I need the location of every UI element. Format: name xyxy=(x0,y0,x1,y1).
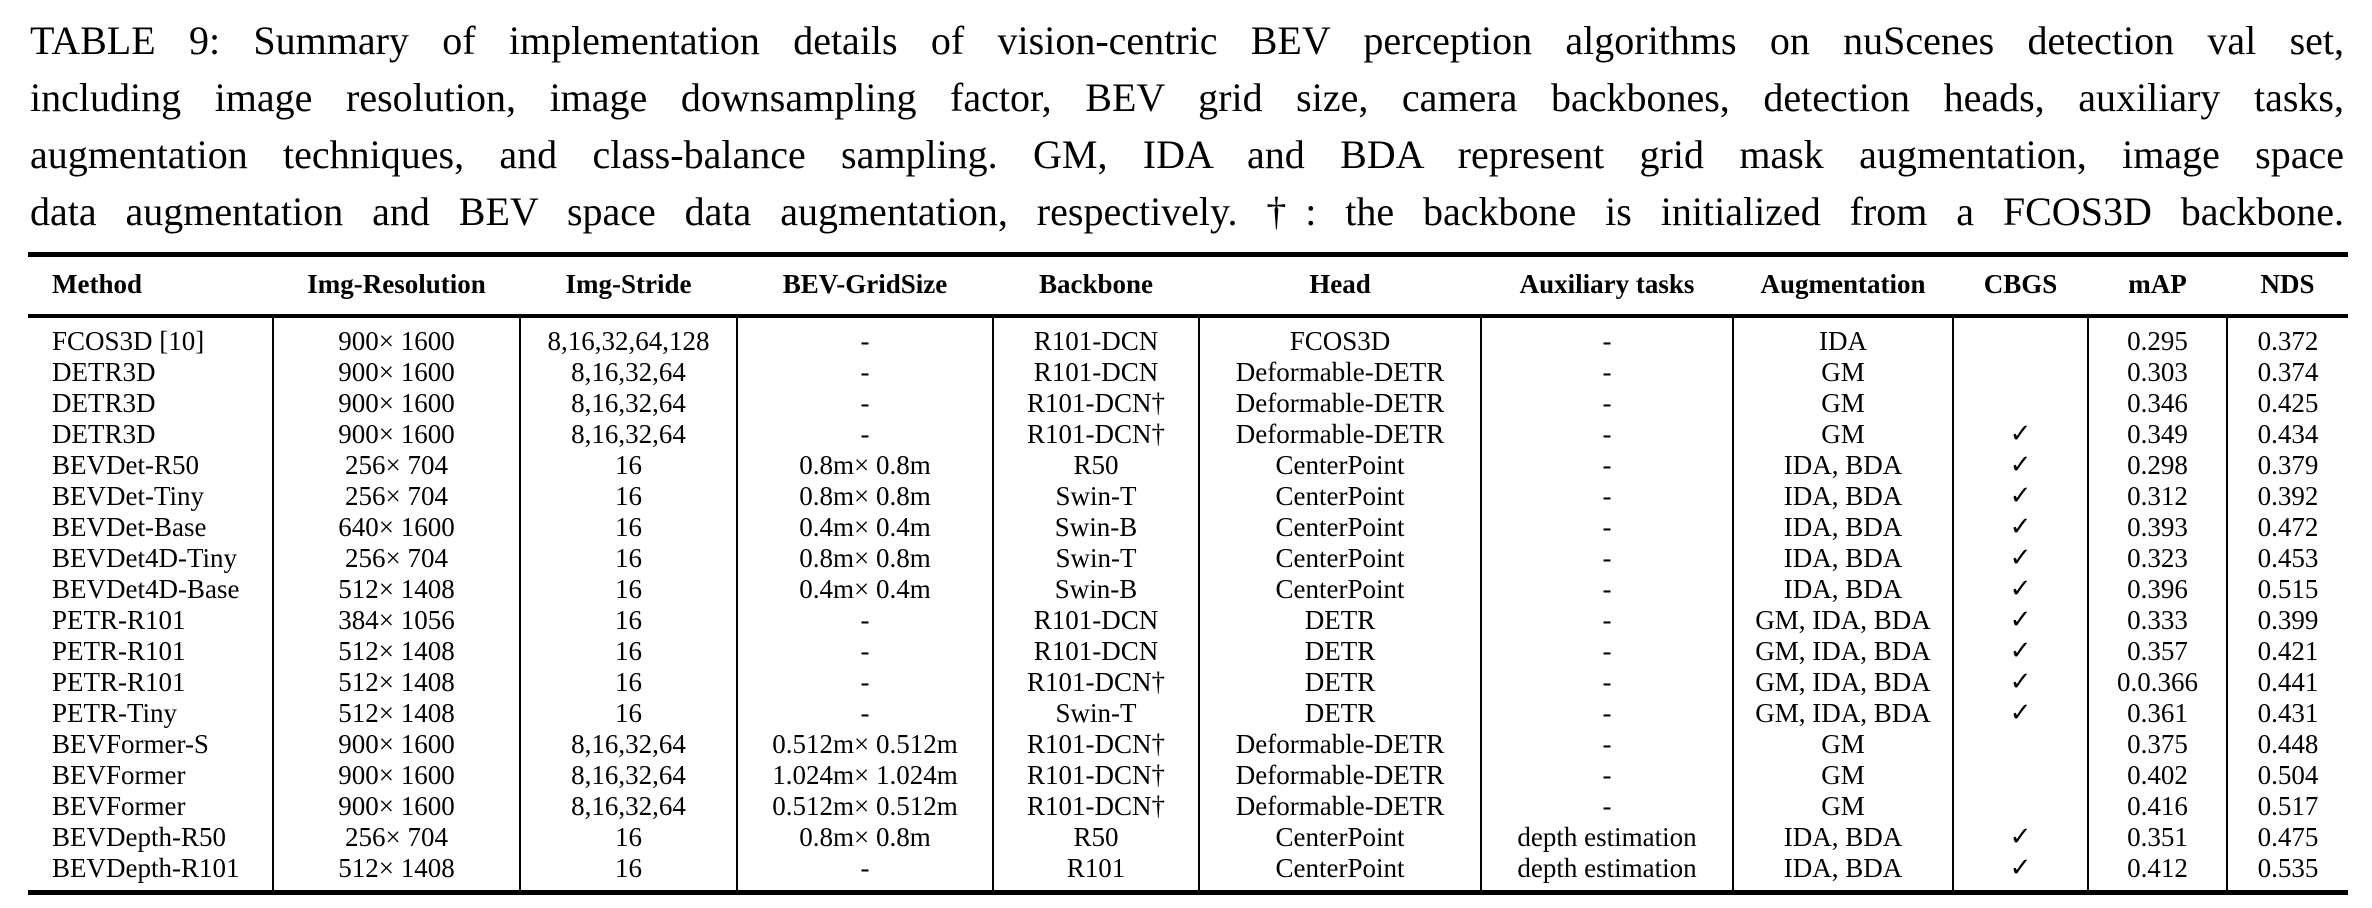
cell-nds: 0.379 xyxy=(2227,450,2348,481)
cell-method: BEVFormer xyxy=(52,760,186,790)
cell-nds: 0.434 xyxy=(2227,419,2348,450)
cell-img-stride: 16 xyxy=(520,543,737,574)
cell-augmentation: GM xyxy=(1733,388,1953,419)
cell-img-resolution: 512× 1408 xyxy=(273,636,520,667)
column-header-method: Method xyxy=(28,255,273,317)
cell-head: CenterPoint xyxy=(1199,450,1481,481)
cell-img-stride: 16 xyxy=(520,512,737,543)
cell-augmentation: GM xyxy=(1733,419,1953,450)
cell-nds: 0.425 xyxy=(2227,388,2348,419)
cell-head: CenterPoint xyxy=(1199,574,1481,605)
cell-img-resolution: 640× 1600 xyxy=(273,512,520,543)
cell-backbone: R101-DCN xyxy=(993,357,1199,388)
cell-nds: 0.453 xyxy=(2227,543,2348,574)
cell-map: 0.312 xyxy=(2088,481,2227,512)
cell-head: Deformable-DETR xyxy=(1199,760,1481,791)
cell-cbgs xyxy=(1953,316,2088,357)
cell-head: Deformable-DETR xyxy=(1199,388,1481,419)
cell-augmentation: GM xyxy=(1733,729,1953,760)
cell-nds: 0.421 xyxy=(2227,636,2348,667)
column-header-cbgs: CBGS xyxy=(1953,255,2088,317)
column-header-img-stride: Img-Stride xyxy=(520,255,737,317)
cell-augmentation: IDA, BDA xyxy=(1733,574,1953,605)
cell-nds: 0.431 xyxy=(2227,698,2348,729)
caption-line-2: including image resolution, image downsampling factor, BEV grid size, camera backbones, detection heads, auxiliary tasks, xyxy=(30,75,2344,120)
cell-augmentation: GM, IDA, BDA xyxy=(1733,667,1953,698)
cell-method: PETR-R101 xyxy=(52,667,186,697)
cell-head: DETR xyxy=(1199,636,1481,667)
column-header-auxiliary-tasks: Auxiliary tasks xyxy=(1481,255,1733,317)
cell-nds: 0.399 xyxy=(2227,605,2348,636)
cell-backbone: R101-DCN† xyxy=(993,729,1199,760)
cell-backbone: R101-DCN xyxy=(993,605,1199,636)
cell-head: DETR xyxy=(1199,605,1481,636)
cell-nds: 0.517 xyxy=(2227,791,2348,822)
cell-method: BEVFormer-S xyxy=(52,729,209,759)
cell-augmentation: IDA, BDA xyxy=(1733,853,1953,893)
cell-map: 0.295 xyxy=(2088,316,2227,357)
cell-img-stride: 8,16,32,64 xyxy=(520,388,737,419)
cell-bev-gridsize: - xyxy=(737,357,993,388)
cell-augmentation: IDA, BDA xyxy=(1733,512,1953,543)
cell-auxiliary-tasks: depth estimation xyxy=(1481,822,1733,853)
table-row xyxy=(28,357,2348,388)
cell-auxiliary-tasks: - xyxy=(1481,698,1733,729)
cell-img-stride: 16 xyxy=(520,450,737,481)
cell-cbgs xyxy=(1953,729,2088,760)
table-row xyxy=(28,316,2348,357)
cell-augmentation: GM xyxy=(1733,357,1953,388)
cell-head: Deformable-DETR xyxy=(1199,791,1481,822)
cell-bev-gridsize: 0.8m× 0.8m xyxy=(737,481,993,512)
table-row xyxy=(28,729,2348,760)
cell-auxiliary-tasks: - xyxy=(1481,574,1733,605)
cell-img-resolution: 900× 1600 xyxy=(273,388,520,419)
cell-method: PETR-Tiny xyxy=(52,698,178,728)
cell-head: CenterPoint xyxy=(1199,853,1481,893)
cell-img-resolution: 256× 704 xyxy=(273,481,520,512)
cell-bev-gridsize: - xyxy=(737,698,993,729)
cell-img-resolution: 256× 704 xyxy=(273,543,520,574)
cell-backbone: Swin-B xyxy=(993,512,1199,543)
cell-map: 0.351 xyxy=(2088,822,2227,853)
cell-head: CenterPoint xyxy=(1199,512,1481,543)
cell-img-stride: 16 xyxy=(520,853,737,893)
cell-img-resolution: 256× 704 xyxy=(273,822,520,853)
cell-head: Deformable-DETR xyxy=(1199,729,1481,760)
cell-img-resolution: 900× 1600 xyxy=(273,791,520,822)
checkmark-icon: ✓ xyxy=(1953,512,2088,543)
cell-method: PETR-R101 xyxy=(52,605,186,635)
table-row xyxy=(28,388,2348,419)
cell-bev-gridsize: 0.8m× 0.8m xyxy=(737,450,993,481)
table-row xyxy=(28,667,2348,698)
checkmark-icon: ✓ xyxy=(1953,543,2088,574)
cell-auxiliary-tasks: - xyxy=(1481,605,1733,636)
cell-backbone: Swin-T xyxy=(993,698,1199,729)
cell-nds: 0.372 xyxy=(2227,316,2348,357)
cell-img-stride: 8,16,32,64 xyxy=(520,357,737,388)
cell-bev-gridsize: 0.512m× 0.512m xyxy=(737,729,993,760)
table-caption xyxy=(30,12,2344,240)
cell-img-resolution: 900× 1600 xyxy=(273,316,520,357)
column-header-bev-gridsize: BEV-GridSize xyxy=(737,255,993,317)
table-row xyxy=(28,574,2348,605)
cell-augmentation: GM xyxy=(1733,760,1953,791)
cell-head: Deformable-DETR xyxy=(1199,419,1481,450)
cell-map: 0.303 xyxy=(2088,357,2227,388)
cell-img-resolution: 900× 1600 xyxy=(273,760,520,791)
table-row xyxy=(28,419,2348,450)
cell-augmentation: IDA, BDA xyxy=(1733,481,1953,512)
table-row xyxy=(28,698,2348,729)
cell-img-stride: 8,16,32,64,128 xyxy=(520,316,737,357)
cell-cbgs xyxy=(1953,357,2088,388)
cell-img-stride: 16 xyxy=(520,636,737,667)
cell-augmentation: GM xyxy=(1733,791,1953,822)
cell-cbgs xyxy=(1953,760,2088,791)
cell-img-resolution: 384× 1056 xyxy=(273,605,520,636)
table-row xyxy=(28,605,2348,636)
cell-nds: 0.374 xyxy=(2227,357,2348,388)
cell-bev-gridsize: - xyxy=(737,316,993,357)
cell-map: 0.357 xyxy=(2088,636,2227,667)
cell-backbone: R101 xyxy=(993,853,1199,893)
cell-bev-gridsize: - xyxy=(737,388,993,419)
cell-augmentation: IDA, BDA xyxy=(1733,450,1953,481)
table-row xyxy=(28,853,2348,893)
column-header-map: mAP xyxy=(2088,255,2227,317)
table-row xyxy=(28,636,2348,667)
cell-img-resolution: 512× 1408 xyxy=(273,574,520,605)
cell-method: FCOS3D [10] xyxy=(52,326,205,356)
caption-line-4: data augmentation and BEV space data augmentation, respectively. †: the backbone is initialized from a FCOS3D backbone. xyxy=(30,189,2344,234)
cell-map: 0.0.366 xyxy=(2088,667,2227,698)
cell-method: BEVDet4D-Base xyxy=(52,574,240,604)
checkmark-icon: ✓ xyxy=(1953,636,2088,667)
column-header-backbone: Backbone xyxy=(993,255,1199,317)
cell-auxiliary-tasks: - xyxy=(1481,729,1733,760)
checkmark-icon: ✓ xyxy=(1953,698,2088,729)
checkmark-icon: ✓ xyxy=(1953,481,2088,512)
cell-bev-gridsize: - xyxy=(737,636,993,667)
cell-method: BEVDepth-R101 xyxy=(52,853,240,883)
cell-method: BEVDet-R50 xyxy=(52,450,199,480)
cell-img-resolution: 512× 1408 xyxy=(273,698,520,729)
cell-auxiliary-tasks: - xyxy=(1481,481,1733,512)
checkmark-icon: ✓ xyxy=(1953,450,2088,481)
cell-head: CenterPoint xyxy=(1199,481,1481,512)
checkmark-icon: ✓ xyxy=(1953,667,2088,698)
cell-img-resolution: 900× 1600 xyxy=(273,357,520,388)
cell-auxiliary-tasks: depth estimation xyxy=(1481,853,1733,893)
cell-bev-gridsize: 0.4m× 0.4m xyxy=(737,574,993,605)
cell-augmentation: IDA, BDA xyxy=(1733,543,1953,574)
table-row xyxy=(28,512,2348,543)
cell-map: 0.393 xyxy=(2088,512,2227,543)
cell-map: 0.412 xyxy=(2088,853,2227,893)
cell-nds: 0.535 xyxy=(2227,853,2348,893)
cell-backbone: R101-DCN† xyxy=(993,419,1199,450)
cell-map: 0.361 xyxy=(2088,698,2227,729)
cell-nds: 0.504 xyxy=(2227,760,2348,791)
cell-img-stride: 16 xyxy=(520,481,737,512)
cell-bev-gridsize: 0.8m× 0.8m xyxy=(737,543,993,574)
cell-cbgs xyxy=(1953,791,2088,822)
cell-map: 0.375 xyxy=(2088,729,2227,760)
cell-nds: 0.515 xyxy=(2227,574,2348,605)
cell-cbgs xyxy=(1953,388,2088,419)
cell-bev-gridsize: - xyxy=(737,419,993,450)
cell-map: 0.402 xyxy=(2088,760,2227,791)
cell-method: BEVDet-Tiny xyxy=(52,481,205,511)
cell-augmentation: GM, IDA, BDA xyxy=(1733,698,1953,729)
caption-line-1: TABLE 9: Summary of implementation details of vision-centric BEV perception algorithms on nuScenes detection val set, xyxy=(30,18,2344,63)
cell-method: BEVDet-Base xyxy=(52,512,207,542)
cell-nds: 0.475 xyxy=(2227,822,2348,853)
cell-img-resolution: 900× 1600 xyxy=(273,419,520,450)
cell-backbone: R101-DCN xyxy=(993,636,1199,667)
implementation-details-table xyxy=(28,252,2348,895)
cell-img-stride: 16 xyxy=(520,822,737,853)
cell-auxiliary-tasks: - xyxy=(1481,450,1733,481)
cell-head: CenterPoint xyxy=(1199,543,1481,574)
cell-auxiliary-tasks: - xyxy=(1481,388,1733,419)
cell-method: PETR-R101 xyxy=(52,636,186,666)
checkmark-icon: ✓ xyxy=(1953,822,2088,853)
table-row xyxy=(28,822,2348,853)
cell-map: 0.298 xyxy=(2088,450,2227,481)
cell-auxiliary-tasks: - xyxy=(1481,667,1733,698)
cell-backbone: R101-DCN† xyxy=(993,760,1199,791)
cell-method: BEVDet4D-Tiny xyxy=(52,543,238,573)
cell-img-stride: 16 xyxy=(520,667,737,698)
cell-backbone: R101-DCN† xyxy=(993,388,1199,419)
cell-bev-gridsize: - xyxy=(737,667,993,698)
cell-head: CenterPoint xyxy=(1199,822,1481,853)
checkmark-icon: ✓ xyxy=(1953,853,2088,893)
cell-backbone: R101-DCN† xyxy=(993,791,1199,822)
checkmark-icon: ✓ xyxy=(1953,419,2088,450)
column-header-img-resolution: Img-Resolution xyxy=(273,255,520,317)
cell-map: 0.346 xyxy=(2088,388,2227,419)
cell-auxiliary-tasks: - xyxy=(1481,791,1733,822)
cell-augmentation: GM, IDA, BDA xyxy=(1733,605,1953,636)
cell-backbone: Swin-T xyxy=(993,481,1199,512)
checkmark-icon: ✓ xyxy=(1953,605,2088,636)
cell-bev-gridsize: 1.024m× 1.024m xyxy=(737,760,993,791)
cell-bev-gridsize: 0.4m× 0.4m xyxy=(737,512,993,543)
cell-img-resolution: 256× 704 xyxy=(273,450,520,481)
cell-img-stride: 8,16,32,64 xyxy=(520,791,737,822)
cell-img-stride: 8,16,32,64 xyxy=(520,760,737,791)
cell-map: 0.416 xyxy=(2088,791,2227,822)
cell-method: DETR3D xyxy=(52,388,156,418)
column-header-nds: NDS xyxy=(2227,255,2348,317)
cell-head: Deformable-DETR xyxy=(1199,357,1481,388)
cell-map: 0.396 xyxy=(2088,574,2227,605)
cell-auxiliary-tasks: - xyxy=(1481,512,1733,543)
cell-head: DETR xyxy=(1199,667,1481,698)
cell-method: DETR3D xyxy=(52,357,156,387)
caption-line-3: augmentation techniques, and class-balance sampling. GM, IDA and BDA represent grid mask augmentation, image space xyxy=(30,132,2344,177)
cell-backbone: R50 xyxy=(993,450,1199,481)
table-row xyxy=(28,760,2348,791)
cell-bev-gridsize: 0.512m× 0.512m xyxy=(737,791,993,822)
table-row xyxy=(28,481,2348,512)
cell-auxiliary-tasks: - xyxy=(1481,760,1733,791)
cell-backbone: R101-DCN xyxy=(993,316,1199,357)
cell-augmentation: IDA, BDA xyxy=(1733,822,1953,853)
cell-backbone: R50 xyxy=(993,822,1199,853)
cell-nds: 0.448 xyxy=(2227,729,2348,760)
cell-auxiliary-tasks: - xyxy=(1481,316,1733,357)
column-header-augmentation: Augmentation xyxy=(1733,255,1953,317)
cell-bev-gridsize: - xyxy=(737,853,993,893)
cell-method: BEVDepth-R50 xyxy=(52,822,226,852)
cell-auxiliary-tasks: - xyxy=(1481,357,1733,388)
cell-nds: 0.392 xyxy=(2227,481,2348,512)
cell-auxiliary-tasks: - xyxy=(1481,636,1733,667)
cell-augmentation: GM, IDA, BDA xyxy=(1733,636,1953,667)
cell-img-resolution: 512× 1408 xyxy=(273,667,520,698)
cell-img-resolution: 512× 1408 xyxy=(273,853,520,893)
cell-backbone: Swin-B xyxy=(993,574,1199,605)
cell-nds: 0.472 xyxy=(2227,512,2348,543)
cell-head: FCOS3D xyxy=(1199,316,1481,357)
table-row xyxy=(28,543,2348,574)
column-header-head: Head xyxy=(1199,255,1481,317)
table-row xyxy=(28,450,2348,481)
cell-map: 0.333 xyxy=(2088,605,2227,636)
cell-method: BEVFormer xyxy=(52,791,186,821)
cell-method: DETR3D xyxy=(52,419,156,449)
cell-img-stride: 16 xyxy=(520,574,737,605)
cell-head: DETR xyxy=(1199,698,1481,729)
cell-backbone: Swin-T xyxy=(993,543,1199,574)
cell-img-resolution: 900× 1600 xyxy=(273,729,520,760)
checkmark-icon: ✓ xyxy=(1953,574,2088,605)
cell-auxiliary-tasks: - xyxy=(1481,543,1733,574)
cell-backbone: R101-DCN† xyxy=(993,667,1199,698)
cell-img-stride: 8,16,32,64 xyxy=(520,729,737,760)
cell-augmentation: IDA xyxy=(1733,316,1953,357)
cell-img-stride: 8,16,32,64 xyxy=(520,419,737,450)
cell-map: 0.323 xyxy=(2088,543,2227,574)
cell-bev-gridsize: - xyxy=(737,605,993,636)
table-header-row xyxy=(28,255,2348,317)
cell-nds: 0.441 xyxy=(2227,667,2348,698)
cell-img-stride: 16 xyxy=(520,605,737,636)
cell-img-stride: 16 xyxy=(520,698,737,729)
cell-bev-gridsize: 0.8m× 0.8m xyxy=(737,822,993,853)
cell-auxiliary-tasks: - xyxy=(1481,419,1733,450)
table-row xyxy=(28,791,2348,822)
cell-map: 0.349 xyxy=(2088,419,2227,450)
